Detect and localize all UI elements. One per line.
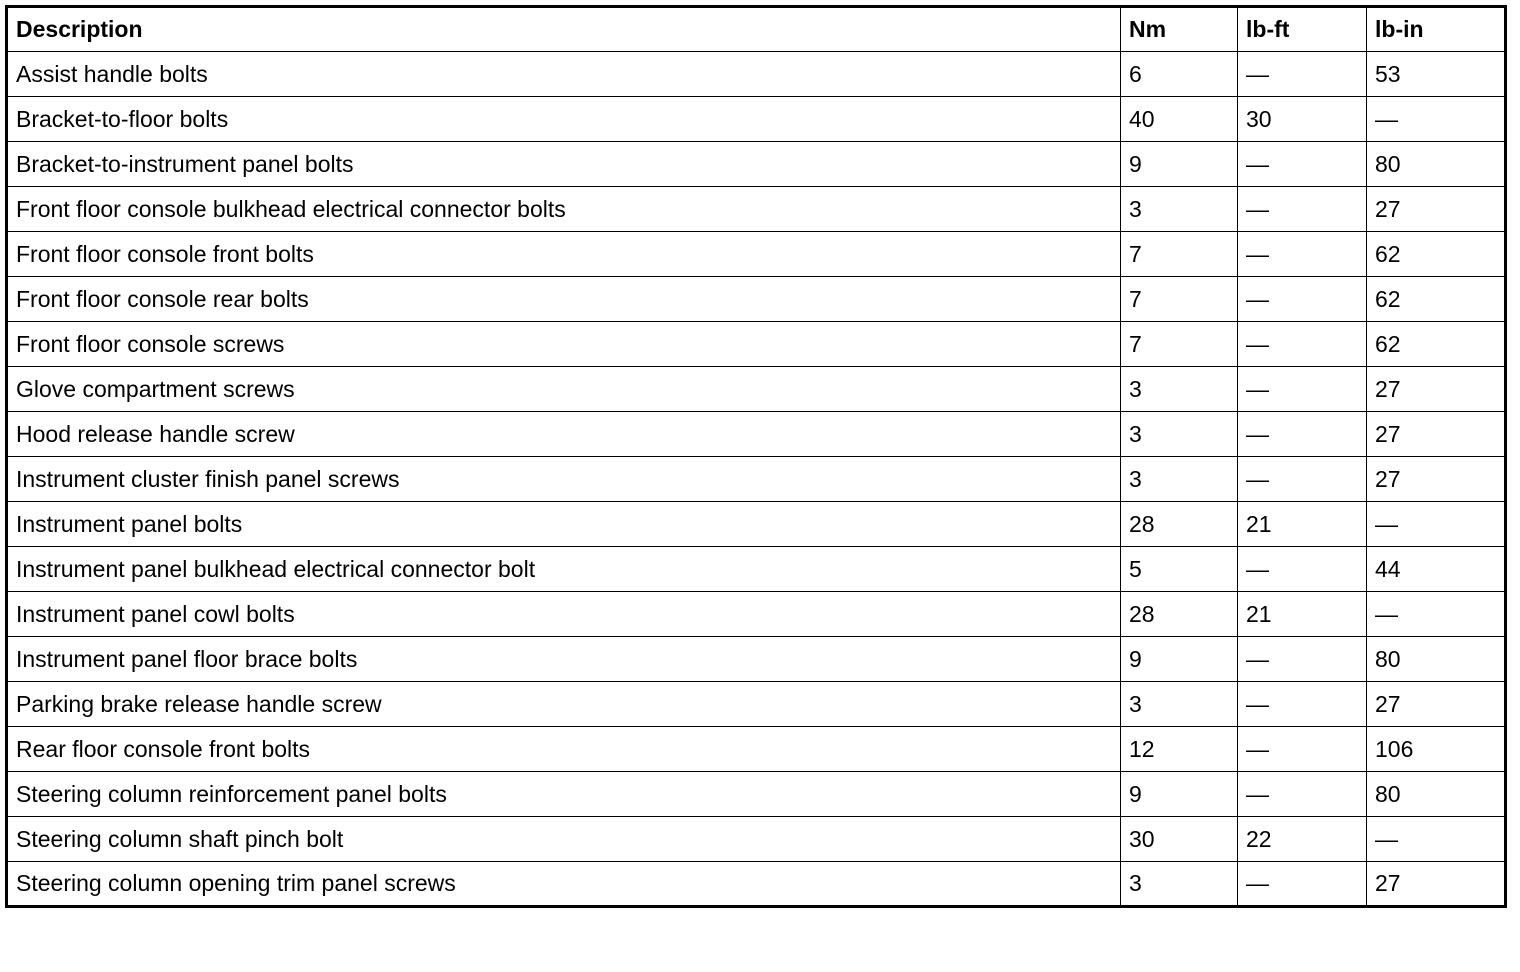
table-header-row [7, 7, 1506, 52]
cell-description: Instrument panel floor brace bolts [7, 637, 1121, 682]
cell-nm: 28 [1121, 502, 1238, 547]
cell-nm: 9 [1121, 142, 1238, 187]
table-row [7, 412, 1506, 457]
cell-lb-in: 27 [1367, 682, 1506, 727]
table-row [7, 277, 1506, 322]
table-row [7, 772, 1506, 817]
cell-description: Assist handle bolts [7, 52, 1121, 97]
header-lb-in: lb-in [1367, 7, 1506, 52]
table-row [7, 592, 1506, 637]
cell-lb-ft: — [1238, 547, 1367, 592]
cell-description: Front floor console bulkhead electrical connector bolts [7, 187, 1121, 232]
table-row [7, 187, 1506, 232]
cell-lb-in: 62 [1367, 277, 1506, 322]
table-body [7, 52, 1506, 907]
cell-lb-ft: — [1238, 232, 1367, 277]
header-description: Description [7, 7, 1121, 52]
table-row [7, 322, 1506, 367]
cell-nm: 3 [1121, 187, 1238, 232]
cell-description: Instrument cluster finish panel screws [7, 457, 1121, 502]
cell-lb-in: 62 [1367, 322, 1506, 367]
cell-lb-in: 44 [1367, 547, 1506, 592]
cell-nm: 3 [1121, 367, 1238, 412]
table-row [7, 817, 1506, 862]
cell-lb-in: — [1367, 97, 1506, 142]
cell-lb-ft: — [1238, 52, 1367, 97]
cell-lb-ft: — [1238, 367, 1367, 412]
cell-lb-in: 80 [1367, 637, 1506, 682]
cell-lb-in: 62 [1367, 232, 1506, 277]
cell-description: Instrument panel bulkhead electrical connector bolt [7, 547, 1121, 592]
cell-lb-in: 80 [1367, 142, 1506, 187]
cell-lb-in: 27 [1367, 457, 1506, 502]
cell-lb-ft: — [1238, 142, 1367, 187]
cell-description: Front floor console rear bolts [7, 277, 1121, 322]
cell-nm: 3 [1121, 457, 1238, 502]
cell-description: Parking brake release handle screw [7, 682, 1121, 727]
cell-lb-ft: — [1238, 772, 1367, 817]
cell-lb-ft: — [1238, 727, 1367, 772]
cell-nm: 3 [1121, 862, 1238, 907]
table-row [7, 232, 1506, 277]
table-row [7, 637, 1506, 682]
cell-description: Hood release handle screw [7, 412, 1121, 457]
cell-description: Instrument panel cowl bolts [7, 592, 1121, 637]
cell-description: Front floor console screws [7, 322, 1121, 367]
table-row [7, 367, 1506, 412]
cell-lb-ft: 21 [1238, 502, 1367, 547]
cell-lb-ft: — [1238, 682, 1367, 727]
cell-lb-in: — [1367, 502, 1506, 547]
cell-lb-in: 27 [1367, 367, 1506, 412]
cell-nm: 9 [1121, 772, 1238, 817]
cell-lb-ft: — [1238, 187, 1367, 232]
cell-lb-ft: — [1238, 637, 1367, 682]
cell-nm: 9 [1121, 637, 1238, 682]
table-row [7, 97, 1506, 142]
cell-lb-in: — [1367, 817, 1506, 862]
cell-nm: 6 [1121, 52, 1238, 97]
cell-lb-in: 80 [1367, 772, 1506, 817]
cell-description: Bracket-to-instrument panel bolts [7, 142, 1121, 187]
table-row [7, 502, 1506, 547]
cell-lb-ft: 22 [1238, 817, 1367, 862]
cell-lb-in: 27 [1367, 862, 1506, 907]
cell-nm: 30 [1121, 817, 1238, 862]
cell-lb-ft: — [1238, 322, 1367, 367]
cell-description: Glove compartment screws [7, 367, 1121, 412]
cell-nm: 7 [1121, 322, 1238, 367]
header-nm: Nm [1121, 7, 1238, 52]
cell-lb-ft: 30 [1238, 97, 1367, 142]
cell-nm: 28 [1121, 592, 1238, 637]
cell-lb-in: 27 [1367, 187, 1506, 232]
cell-description: Steering column shaft pinch bolt [7, 817, 1121, 862]
table-row [7, 862, 1506, 907]
cell-lb-ft: — [1238, 277, 1367, 322]
cell-lb-ft: — [1238, 412, 1367, 457]
cell-description: Instrument panel bolts [7, 502, 1121, 547]
table-row [7, 727, 1506, 772]
cell-lb-in: 106 [1367, 727, 1506, 772]
cell-nm: 3 [1121, 682, 1238, 727]
cell-lb-ft: 21 [1238, 592, 1367, 637]
cell-lb-in: — [1367, 592, 1506, 637]
cell-nm: 12 [1121, 727, 1238, 772]
cell-lb-ft: — [1238, 457, 1367, 502]
table-row [7, 547, 1506, 592]
cell-lb-ft: — [1238, 862, 1367, 907]
cell-description: Steering column reinforcement panel bolts [7, 772, 1121, 817]
cell-nm: 3 [1121, 412, 1238, 457]
cell-nm: 7 [1121, 232, 1238, 277]
table-row [7, 52, 1506, 97]
table-row [7, 142, 1506, 187]
cell-description: Bracket-to-floor bolts [7, 97, 1121, 142]
cell-description: Rear floor console front bolts [7, 727, 1121, 772]
header-lb-ft: lb-ft [1238, 7, 1367, 52]
cell-nm: 5 [1121, 547, 1238, 592]
cell-lb-in: 53 [1367, 52, 1506, 97]
cell-description: Front floor console front bolts [7, 232, 1121, 277]
cell-nm: 7 [1121, 277, 1238, 322]
torque-spec-table [5, 5, 1507, 908]
cell-lb-in: 27 [1367, 412, 1506, 457]
cell-description: Steering column opening trim panel screws [7, 862, 1121, 907]
table-row [7, 457, 1506, 502]
table-row [7, 682, 1506, 727]
cell-nm: 40 [1121, 97, 1238, 142]
